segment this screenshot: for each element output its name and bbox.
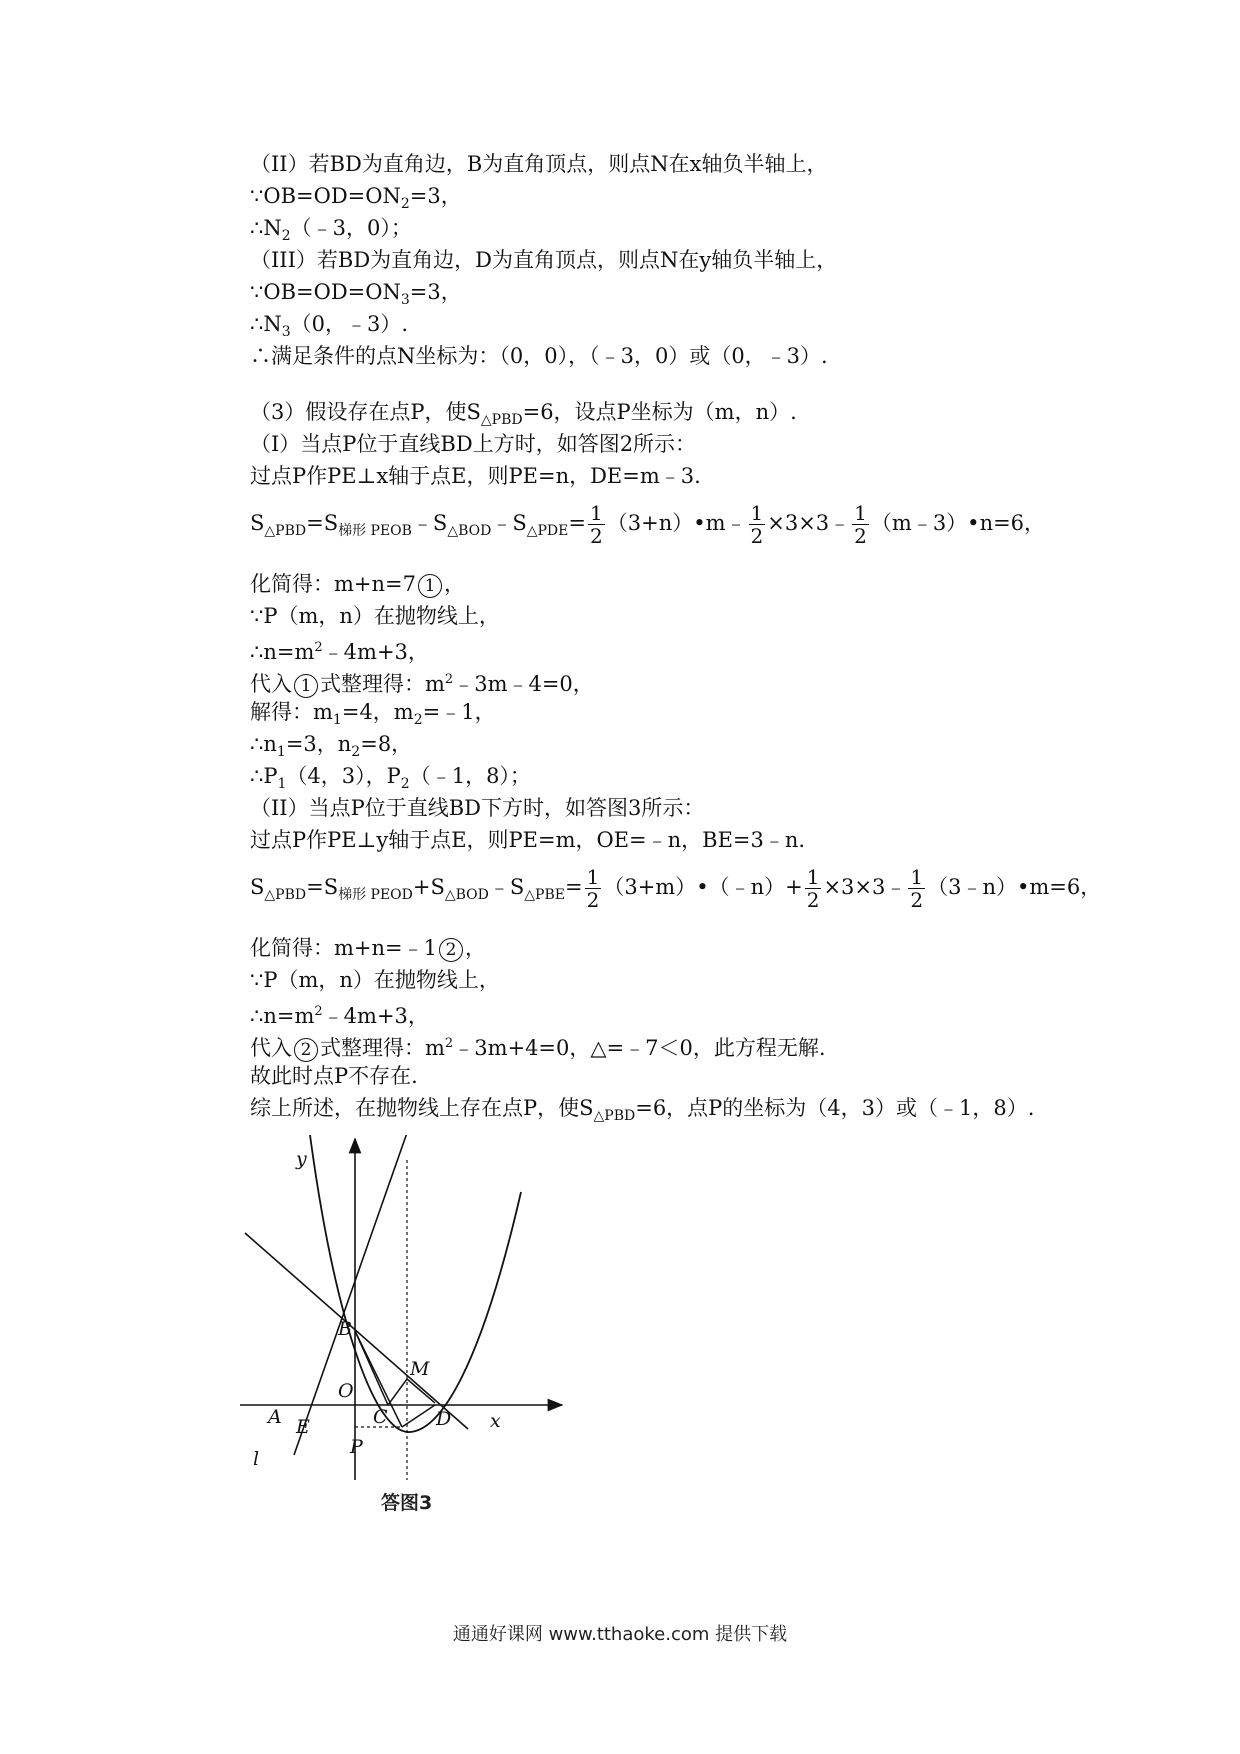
text-line: 过点P作PE⊥x轴于点E，则PE=n，DE=m﹣3. <box>250 464 701 488</box>
label-o: O <box>338 1380 354 1402</box>
line-l <box>294 1135 408 1455</box>
fraction: $\frac{1}{2}$ <box>910 865 924 912</box>
fraction: $\frac{1}{2}$ <box>854 501 867 548</box>
text-line: $\therefore N_2(﹣3$，0）； <box>250 216 412 245</box>
line-bd <box>245 1233 468 1429</box>
page-footer: 通通好课网 www.tthaoke.com 提供下载 <box>452 1624 788 1645</box>
segment-cm <box>388 1379 407 1405</box>
figure-caption: 答图3 <box>381 1492 433 1514</box>
text-line: $\because OB=OD=ON_2=3$， <box>250 184 462 213</box>
text-line: （II）若BD为直角边，B为直角顶点，则点N在x轴负半轴上， <box>250 152 828 176</box>
label-l: l <box>253 1448 260 1470</box>
text-line: $\therefore N_3(0$，﹣3）. <box>250 312 409 341</box>
text-line: 代入 2 式整理得：$m^2﹣3m+4=0$，△=﹣7＜0，此方程无解. <box>250 1036 826 1060</box>
text-line: （3）假设存在点P，使$S_{\triangle PBD}=6$，设点P坐标为（m，n）. <box>250 400 797 429</box>
text-line: $\because OB=OD=ON_3=3$， <box>250 280 462 309</box>
fraction: $\frac{1}{2}$ <box>750 501 764 548</box>
label-p: P <box>350 1436 363 1458</box>
label-x: x <box>490 1410 501 1432</box>
label-a: A <box>268 1406 282 1428</box>
text-line: $\therefore n=m^2﹣4m+3$， <box>250 640 429 664</box>
text-line: 过点P作PE⊥y轴于点E，则PE=m，OE=﹣n，BE=3﹣n. <box>250 828 806 852</box>
label-m: M <box>410 1358 430 1380</box>
text-line: ∵P（m，n）在抛物线上， <box>250 968 500 992</box>
geometry-figure <box>240 1135 570 1485</box>
label-d: D <box>436 1408 452 1430</box>
text-line: （I）当点P位于直线BD上方时，如答图2所示： <box>250 432 697 456</box>
text-line: 故此时点P不存在. <box>250 1064 418 1088</box>
text-line: $\therefore n=m^2﹣4m+3$， <box>250 1004 429 1028</box>
text-line: 化简得：m+n=7 1 ， <box>250 572 465 596</box>
text-line: 解得：$m_1=4$，$m_2=﹣1$， <box>250 700 496 729</box>
text-line: $\therefore P_1(4$，3），$P_2(﹣1$，8）； <box>250 764 531 793</box>
label-b: B <box>338 1318 352 1340</box>
label-c: C <box>373 1406 388 1428</box>
fraction: $\frac{1}{2}$ <box>806 865 820 912</box>
text-line: $\therefore n_1=3$，$n_2=8$， <box>250 732 413 761</box>
text-line: （III）若BD为直角边，D为直角顶点，则点N在y轴负半轴上， <box>250 248 838 272</box>
label-y: y <box>296 1148 307 1170</box>
text-line: 综上所述，在抛物线上存在点P，使$S_{\triangle PBD}=6$，点P的坐标为（4，3）或（﹣1，8）. <box>250 1096 1035 1125</box>
text-line: ∵P（m，n）在抛物线上， <box>250 604 500 628</box>
formula-line: $S_{\triangle PBD}=S_{梯形 PEOB}﹣S_{\triangle BOD}﹣S_{\triangle PDE}=$ $\frac{1}{2}$ （3+n）•m﹣ $\frac{1}{2}$ ×3×3﹣ $\frac{1}{2}$ （m﹣3）•n=6， <box>250 501 1046 548</box>
fraction: $\frac{1}{2}$ <box>586 865 600 912</box>
segment-md <box>407 1379 435 1403</box>
text-line: 代入 1 式整理得：$m^2﹣3m﹣4=0$， <box>250 672 594 696</box>
fraction: $\frac{1}{2}$ <box>590 501 603 548</box>
formula-line: $S_{\triangle PBD}=S_{梯形 PEOD}+S_{\triangle BOD}﹣S_{\triangle PBE}=$ $\frac{1}{2}$ （3+m）•（﹣n）+ $\frac{1}{2}$ ×3×3﹣ $\frac{1}{2}$ （3﹣n）•m=6， <box>250 865 1102 912</box>
text-line: （II）当点P位于直线BD下方时，如答图3所示： <box>250 796 705 820</box>
text-line: ∴满足条件的点N坐标为：（0，0），（﹣3，0）或（0，﹣3）. <box>250 344 828 368</box>
label-e: E <box>296 1416 310 1438</box>
text-line: 化简得：m+n=﹣1 2 ， <box>250 936 486 960</box>
